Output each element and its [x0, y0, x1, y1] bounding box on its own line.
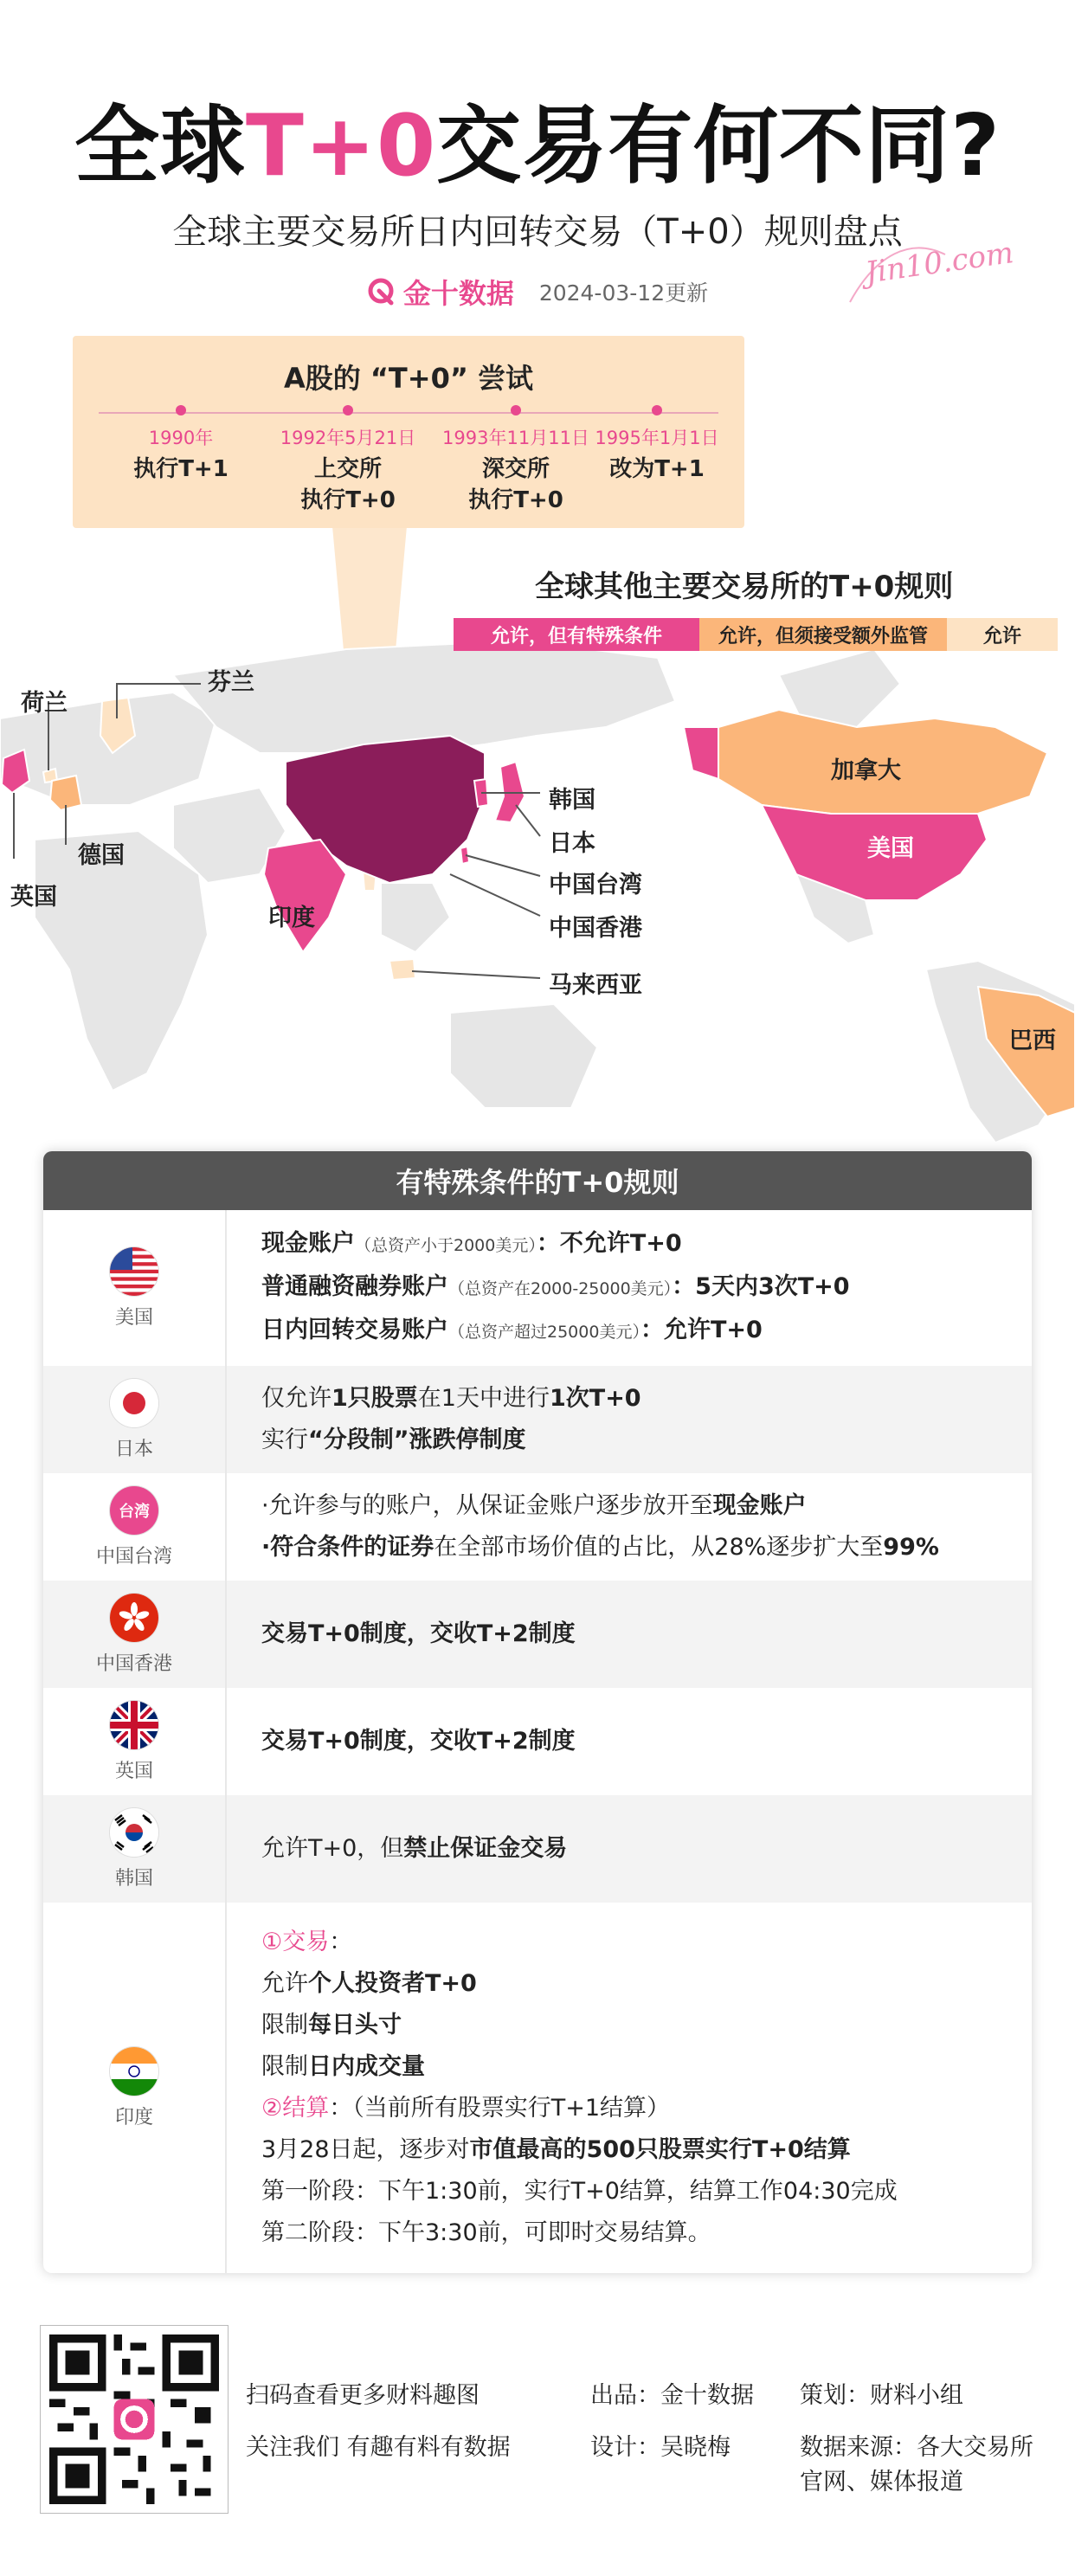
legend-special: 允许，但有特殊条件 — [454, 618, 699, 651]
uk-flag-icon — [110, 1701, 158, 1749]
rule-text: 仅允许1只股票在1天中进行1次T+0 实行“分段制”涨跌停制度 — [261, 1385, 641, 1453]
label-canada: 加拿大 — [831, 757, 901, 784]
label-netherlands: 荷兰 — [21, 690, 68, 717]
country-name: 美国 — [114, 1306, 153, 1329]
special-rules-table — [43, 1151, 1032, 2273]
planner-text: 策划：财料小组 — [800, 2382, 963, 2409]
table-row-india — [43, 1903, 1032, 2273]
qr-code[interactable] — [40, 2325, 229, 2514]
svg-text:Jin10.com: Jin10.com — [863, 235, 1016, 291]
country-cell — [43, 1581, 225, 1688]
brand-row — [0, 272, 1075, 312]
table-row-taiwan — [43, 1473, 1032, 1581]
source-text-2: 官网、媒体报道 — [800, 2469, 963, 2496]
country-name: 日本 — [114, 1438, 153, 1460]
legend-allowed: 允许 — [947, 618, 1058, 651]
country-name: 韩国 — [114, 1867, 153, 1890]
label-germany: 德国 — [78, 842, 125, 869]
page-title: 全球T+0交易有何不同? — [74, 97, 1001, 196]
label-brazil: 巴西 — [1009, 1027, 1056, 1054]
country-cell — [43, 1795, 225, 1903]
jp-flag-icon — [110, 1379, 158, 1427]
country-name: 印度 — [114, 2106, 153, 2128]
table-row-usa — [43, 1210, 1032, 1366]
country-cell — [43, 1366, 225, 1473]
timeline-date: 1992年5月21日 — [280, 428, 416, 448]
timeline-dot — [511, 405, 521, 415]
ashare-timeline-panel — [73, 336, 744, 528]
timeline-event: 执行T+0 — [300, 487, 396, 513]
label-uk: 英国 — [10, 884, 57, 911]
leader-taiwan — [466, 855, 540, 876]
other-exchanges-title: 全球其他主要交易所的T+0规则 — [535, 570, 954, 604]
rule-text: 允许T+0，但禁止保证金交易 — [261, 1835, 568, 1862]
label-korea: 韩国 — [549, 787, 595, 814]
timeline-dot — [652, 405, 662, 415]
country-name: 中国台湾 — [95, 1545, 172, 1568]
timeline-date: 1990年 — [148, 428, 214, 448]
country-name: 中国香港 — [95, 1652, 172, 1675]
legend-regulated: 允许，但须接受额外监管 — [699, 618, 947, 651]
timeline-item — [266, 405, 430, 516]
ashare-title: A股的 “T+0” 尝试 — [283, 362, 534, 395]
jin10-logo-icon — [367, 277, 396, 306]
country-cell — [43, 1473, 225, 1581]
label-japan: 日本 — [549, 830, 595, 857]
taiwan-badge-icon: 台湾 — [110, 1486, 158, 1535]
producer-text: 出品：金十数据 — [590, 2382, 754, 2409]
designer-text: 设计：吴晓梅 — [590, 2434, 731, 2461]
table-title: 有特殊条件的T+0规则 — [43, 1151, 1032, 1210]
table-row-korea — [43, 1795, 1032, 1903]
rule-text: 交易T+0制度，交收T+2制度 — [261, 1620, 576, 1647]
map-africa — [35, 831, 208, 1091]
timeline-event: 执行T+0 — [468, 487, 563, 513]
label-hongkong: 中国香港 — [549, 915, 642, 942]
timeline-event: 改为T+1 — [609, 456, 705, 482]
timeline-event: 执行T+1 — [133, 456, 229, 482]
map-australia — [450, 1004, 597, 1108]
timeline-item — [99, 405, 263, 485]
kr-flag-icon — [110, 1808, 158, 1857]
rule-text: 现金账户（总资产小于2000美元）：不允许T+0 普通融资融券账户（总资产在2000-25000美元）：5天内3次T+0 日内回转交易账户（总资产超过25000美元）：允许T+0 — [261, 1230, 850, 1343]
rule-text: ·允许参与的账户，从保证金账户逐步放开至现金账户 ·符合条件的证券在全部市场价值的占比，从28%逐步扩大至99% — [261, 1492, 939, 1561]
map-legend — [454, 618, 1058, 651]
title-accent: T+0 — [246, 97, 437, 196]
label-india: 印度 — [268, 905, 315, 931]
brand-logo: 金十数据 — [367, 272, 514, 312]
timeline-dot — [343, 405, 353, 415]
country-cell — [43, 1903, 225, 2273]
follow-text: 关注我们 有趣有料有数据 — [246, 2434, 511, 2461]
map-malaysia — [389, 959, 415, 980]
country-cell — [43, 1210, 225, 1366]
page-subtitle: 全球主要交易所日内回转交易（T+0）规则盘点 — [172, 212, 903, 252]
label-taiwan: 中国台湾 — [549, 872, 642, 898]
column-divider — [225, 1210, 227, 2273]
us-flag-icon — [110, 1247, 158, 1296]
rule-text: 交易T+0制度，交收T+2制度 — [261, 1728, 576, 1755]
timeline-event: 上交所 — [313, 456, 382, 482]
rule-text: ①交易： 允许个人投资者T+0 限制每日头寸 限制日内成交量 ②结算：（当前所有股票实行T+1结算） 3月28日起，逐步对市值最高的500只股票实行T+0结算 第一阶段：下午1:30前，实行T+0结算，结算工作04:30完成 第二阶段：下午3:30前，可即时交易结算。 — [261, 1929, 898, 2246]
map-alaska — [684, 727, 718, 779]
leader-japan — [516, 805, 540, 836]
label-finland: 芬兰 — [208, 669, 254, 696]
scan-text: 扫码查看更多财料趣图 — [246, 2382, 480, 2409]
country-cell — [43, 1688, 225, 1795]
label-usa: 美国 — [867, 835, 914, 862]
qr-code-icon — [49, 2334, 219, 2504]
map-southeast-asia — [381, 883, 450, 952]
update-date: 2024-03-12更新 — [538, 280, 709, 306]
table-row-hongkong — [43, 1581, 1032, 1688]
table-row-uk — [43, 1688, 1032, 1795]
country-name: 英国 — [114, 1760, 153, 1782]
map-india — [264, 840, 346, 952]
leader-malaysia — [412, 971, 540, 978]
label-malaysia: 马来西亚 — [549, 972, 642, 999]
timeline-item — [575, 405, 739, 485]
table-row-japan — [43, 1366, 1032, 1473]
hk-flag-icon — [110, 1594, 158, 1642]
source-text: 数据来源：各大交易所 — [800, 2434, 1033, 2461]
timeline-dot — [176, 405, 186, 415]
leader-hongkong — [450, 874, 540, 916]
timeline-item — [434, 405, 598, 516]
map-russia — [173, 641, 675, 753]
in-flag-icon — [110, 2047, 158, 2096]
timeline-date: 1995年1月1日 — [595, 428, 719, 448]
timeline-event: 深交所 — [481, 456, 550, 482]
section-trading-title: ①交易 — [261, 1929, 330, 1955]
timeline-date: 1993年11月11日 — [442, 428, 589, 448]
section-settlement-title: ②结算 — [261, 2095, 330, 2122]
